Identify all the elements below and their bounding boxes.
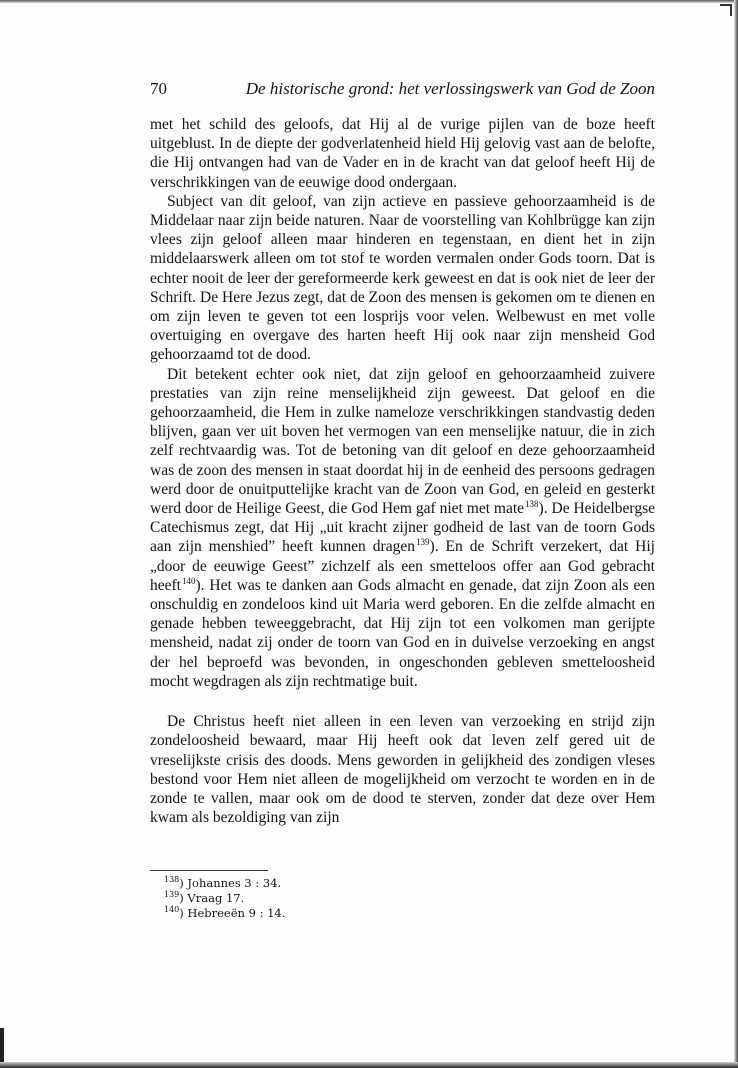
footnote-item — [164, 906, 464, 921]
footnote-text: ) Johannes 3 : 34. — [179, 876, 282, 890]
section-gap — [150, 691, 655, 712]
footnote-ref-140: 140 — [181, 575, 196, 586]
footnote-divider — [150, 870, 268, 871]
paragraph-text: ). En de Schrift verzekert, dat Hij „door de eeuwige Geest” zichzelf als een smetteloos offer aan God gebracht heeft — [150, 538, 655, 594]
body-text — [150, 115, 655, 827]
footnote-number: 140 — [164, 905, 180, 915]
scan-corner-mark — [720, 4, 732, 16]
paragraph-text: met het schild des geloofs, dat Hij al de vurige pijlen van de boze heeft uitgeblust. In de diepte der godverlatenheid hield Hij gelovig vast aan de belofte, die Hij ontvangen had van de Vader en in de kracht van dat geloof heeft Hij de verschrikkingen van de eeuwige dood ondergaan. — [150, 116, 655, 191]
paragraph-4 — [150, 712, 655, 827]
paragraph-text: De Christus heeft niet alleen in een leven van verzoeking en strijd zijn zondeloosheid bewaard, maar Hij heeft ook dat leven zelf gered uit de vreselijkste crisis des doods. Mens geworden in gelijkheid des zondigen vleses bestond voor Hem niet alleen de mogelijkheid om verzocht te worden en in de zonde te vallen, maar ook om de dood te sterven, zonder dat deze over Hem kwam als bezoldiging van zijn — [150, 713, 655, 827]
paragraph-text: ). Het was te danken aan Gods almacht en genade, dat zijn Zoon als een onschuldig en zondeloos kind uit Maria werd geboren. En die zelfde almacht en genade hebben teweeggebracht, dat Hij zijn tot een volkomen man gerijpte mensheid, nadat zij onder de toorn van God en in duivelse verzoeking en angst der hel beproefd was bevonden, in ongeschonden gebleven smetteloosheid mocht wegdragen als zijn rechtmatige buit. — [150, 576, 655, 690]
page-header — [150, 77, 655, 101]
footnote-ref-139: 139 — [415, 537, 430, 548]
footnote-item — [164, 891, 464, 906]
paragraph-text: Dit betekent echter ook niet, dat zijn geloof en gehoorzaamheid zuivere prestaties van zijn reine menselijkheid zijn geweest. Dat geloof en die gehoorzaamheid, die Hem in zulke nameloze verschrikkingen standvastig deden blijven, gaan ver uit boven het vermogen van een menselijke natuur, die in zich zelf rechtvaardig was. Tot de betoning van dit geloof en deze gehoorzaamheid was de zoon des mensen in staat doordat hij in de eenheid des persoons gedragen werd door de onuitputtelijke kracht van de Zoon van God, en geleid en gesterkt werd door de Heilige Geest, die God Hem gaf niet met mate — [150, 365, 655, 518]
footnote-number: 138 — [164, 875, 180, 885]
footnote-number: 139 — [164, 890, 180, 900]
paragraph-text: Subject van dit geloof, van zijn actieve en passieve gehoorzaamheid is de Middelaar naar zijn beide naturen. Naar de voorstelling van Kohlbrügge kan zijn vlees zijn geloof alleen maar hinderen en tegenstaan, en dient het in zijn middelaarswerk alleen om tot stof te worden vermalen onder Gods toorn. Dat is echter nooit de leer der gereformeerde kerk geweest en dat is ook niet de leer der Schrift. De Here Jezus zegt, dat de Zoon des mensen is gekomen om te dienen en om zijn leven te geven tot een losprijs voor velen. Welbewust en met volle overtuiging en overgave des harten heeft Hij ook naar zijn mensheid God gehoorzaamd tot de dood. — [150, 192, 655, 364]
page-number: 70 — [150, 79, 167, 98]
running-head: De historische grond: het verlossingswerk van God de Zoon — [245, 79, 655, 98]
footnote-text: ) Vraag 17. — [179, 891, 245, 905]
footnote-text: ) Hebreeën 9 : 14. — [179, 906, 286, 920]
footnote-ref-138: 138 — [525, 498, 539, 509]
paragraph-3 — [150, 365, 655, 691]
footnotes — [164, 876, 464, 921]
paragraph-text: ). De Heidelbergse Catechismus zegt, dat Hij „uit kracht zijner godheid de last van de toorn Gods aan zijn menshied” heeft kunnen dragen — [150, 500, 655, 556]
paragraph-1 — [150, 115, 655, 192]
scan-edge-right — [734, 0, 738, 1068]
footnote-item — [164, 876, 464, 891]
scan-edge-bottom — [0, 1062, 738, 1068]
scan-edge-top — [0, 0, 738, 3]
paragraph-2 — [150, 192, 655, 365]
